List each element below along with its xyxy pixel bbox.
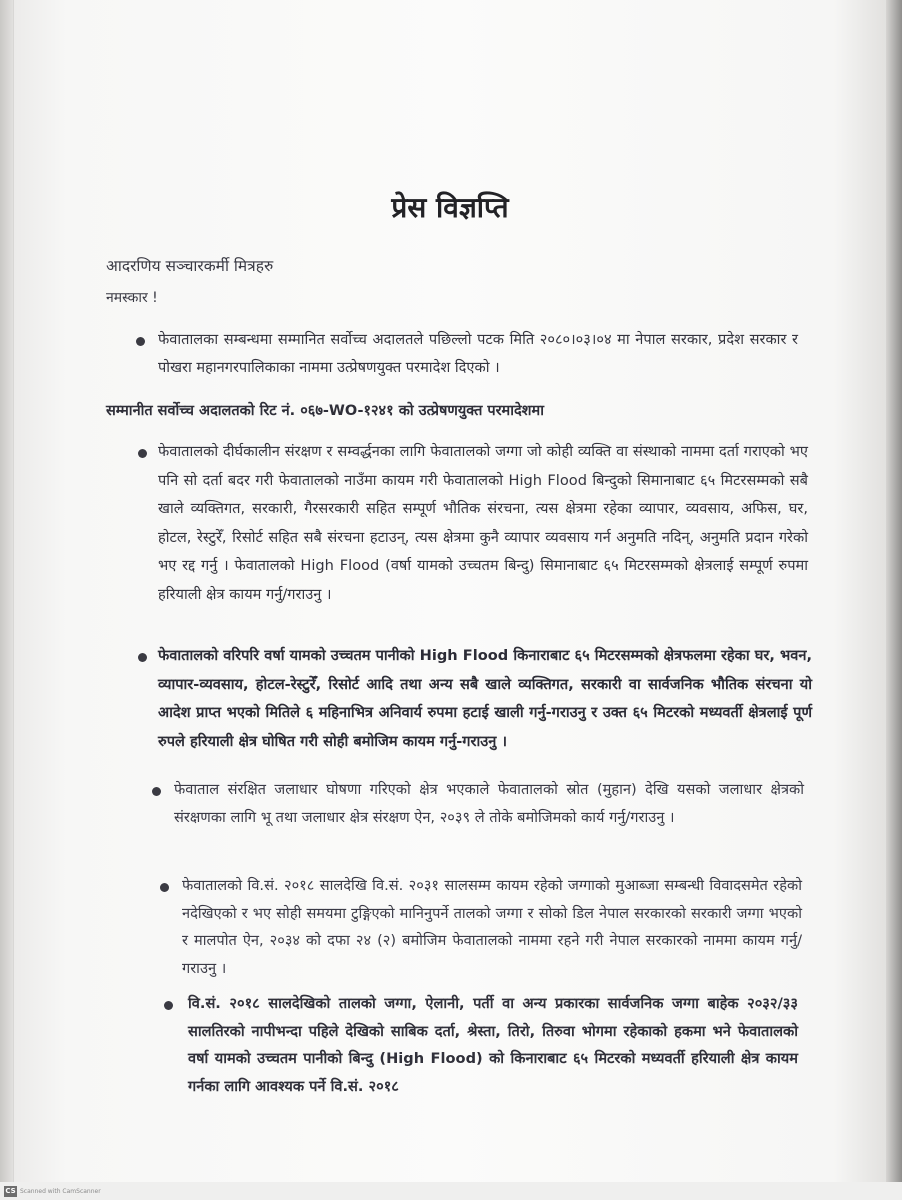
directive-bullet-1: फेवातालको दीर्घकालीन संरक्षण र सम्वर्द्धनका लागि फेवातालको जग्गा जो कोही व्यक्ति वा संस्थाको नाममा दर्ता गराएको भए पनि सो दर्ता बदर गरी फेवातालको नाउँमा कायम गरी फेवातालको High Flood बिन्दुको सिमानाबाट ६५ मिटरसम्मको सबै खाले व्यक्तिगत, सरकारी, गैरसरकारी सहित सम्पूर्ण भौतिक संरचना, त्यस क्षेत्रमा रहेका व्यापार, व्यवसाय, अफिस, घर, होटल, रेस्टुरेँ, रिसोर्ट सहित सबै संरचना हटाउन्, त्यस क्षेत्रमा कुनै व्यापार व्यवसाय गर्न अनुमति नदिन्, अनुमति प्रदान गरेको भए रद्द गर्नु । फेवातालको High Flood (वर्षा यामको उच्चतम बिन्दु) सिमानाबाट ६५ मिटरसम्मको क्षेत्रलाई सम्पूर्ण रुपमा हरियाली क्षेत्र कायम गर्नु/गराउनु ।	[158, 443, 808, 603]
document-title: प्रेस विज्ञप्ति	[391, 191, 509, 224]
directive-bullet-2: फेवातालको वरिपरि वर्षा यामको उच्चतम पानीको High Flood किनाराबाट ६५ मिटरसम्मको क्षेत्रफलमा रहेका घर, भवन, व्यापार-व्यवसाय, होटल-रेस्टुरेँ, रिसोर्ट आदि तथा अन्य सबै खाले व्यक्तिगत, सरकारी वा सार्वजनिक भौतिक संरचना यो आदेश प्राप्त भएको मितिले ६ महिनाभित्र अनिवार्य रुपमा हटाई खाली गर्नु-गराउनु र उक्त ६५ मिटरको मध्यवर्ती क्षेत्रलाई पूर्ण रुपले हरियाली क्षेत्र घोषित गरी सोही बमोजिम कायम गर्नु-गराउनु ।	[158, 647, 812, 750]
document-page	[14, 0, 886, 1182]
bullet-dot-icon	[152, 787, 161, 796]
directive-bullet-3: फेवाताल संरक्षित जलाधार घोषणा गरिएको क्षेत्र भएकाले फेवातालको स्रोत (मुहान) देखि यसको जलाधार क्षेत्रको संरक्षणका लागि भू तथा जलाधार क्षेत्र संरक्षण ऐन, २०३९ ले तोके बमोजिमको कार्य गर्नु/गराउनु ।	[174, 781, 804, 826]
greeting: नमस्कार !	[106, 290, 158, 306]
intro-bullet-text: फेवातालका सम्बन्धमा सम्मानित सर्वोच्च अदालतले पछिल्लो पटक मिति २०८०।०३।०४ मा नेपाल सरकार, प्रदेश सरकार र पोखरा महानगरपालिकाका नाममा उत्प्रेषणयुक्त परमादेश दिएको ।	[158, 331, 798, 376]
section-heading: सम्मानीत सर्वोच्च अदालतको रिट नं. ०६७-WO-१२४१ को उत्प्रेषणयुक्त परमादेशमा	[106, 403, 544, 419]
bullet-dot-icon	[164, 1001, 173, 1010]
bullet-dot-icon	[136, 337, 145, 346]
bullet-dot-icon	[160, 883, 169, 892]
scanner-footer	[0, 1182, 902, 1200]
bullet-dot-icon	[138, 653, 147, 662]
directive-bullet-5: वि.सं. २०१८ सालदेखिको तालको जग्गा, ऐलानी, पर्ती वा अन्य प्रकारका सार्वजनिक जग्गा बाहेक २०३२/३३ सालतिरको नापीभन्दा पहिले देखिको साबिक दर्ता, श्रेस्ता, तिरो, तिरुवा भोगमा रहेकाको हकमा भने फेवातालको वर्षा यामको उच्चतम पानीको बिन्दु (High Flood) को किनाराबाट ६५ मिटरको मध्यवर्ती हरियाली क्षेत्र कायम गर्नका लागि आवश्यक पर्ने वि.सं. २०१८	[188, 995, 798, 1095]
salutation: आदरणिय सञ्चारकर्मी मित्रहरु	[106, 257, 274, 275]
bullet-dot-icon	[138, 449, 147, 458]
page-shadow-left	[0, 0, 14, 1200]
scanner-text: Scanned with CamScanner	[20, 1188, 101, 1195]
camscanner-logo-icon: CS	[5, 1187, 16, 1195]
directive-bullet-4: फेवातालको वि.सं. २०१८ सालदेखि वि.सं. २०३१ सालसम्म कायम रहेको जग्गाको मुआब्जा सम्बन्धी विवादसमेत रहेको नदेखिएको र भए सोही समयमा टुङ्गिएको मानिनुपर्ने तालको जग्गा र सोको डिल नेपाल सरकारको सरकारी जग्गा भएको र मालपोत ऐन, २०३४ को दफा २४ (२) बमोजिम फेवातालको नाममा रहने गरी नेपाल सरकारको नाममा कायम गर्नु/गराउनु ।	[182, 877, 802, 977]
page-shadow-right	[886, 0, 902, 1200]
camscanner-watermark	[4, 1186, 101, 1197]
